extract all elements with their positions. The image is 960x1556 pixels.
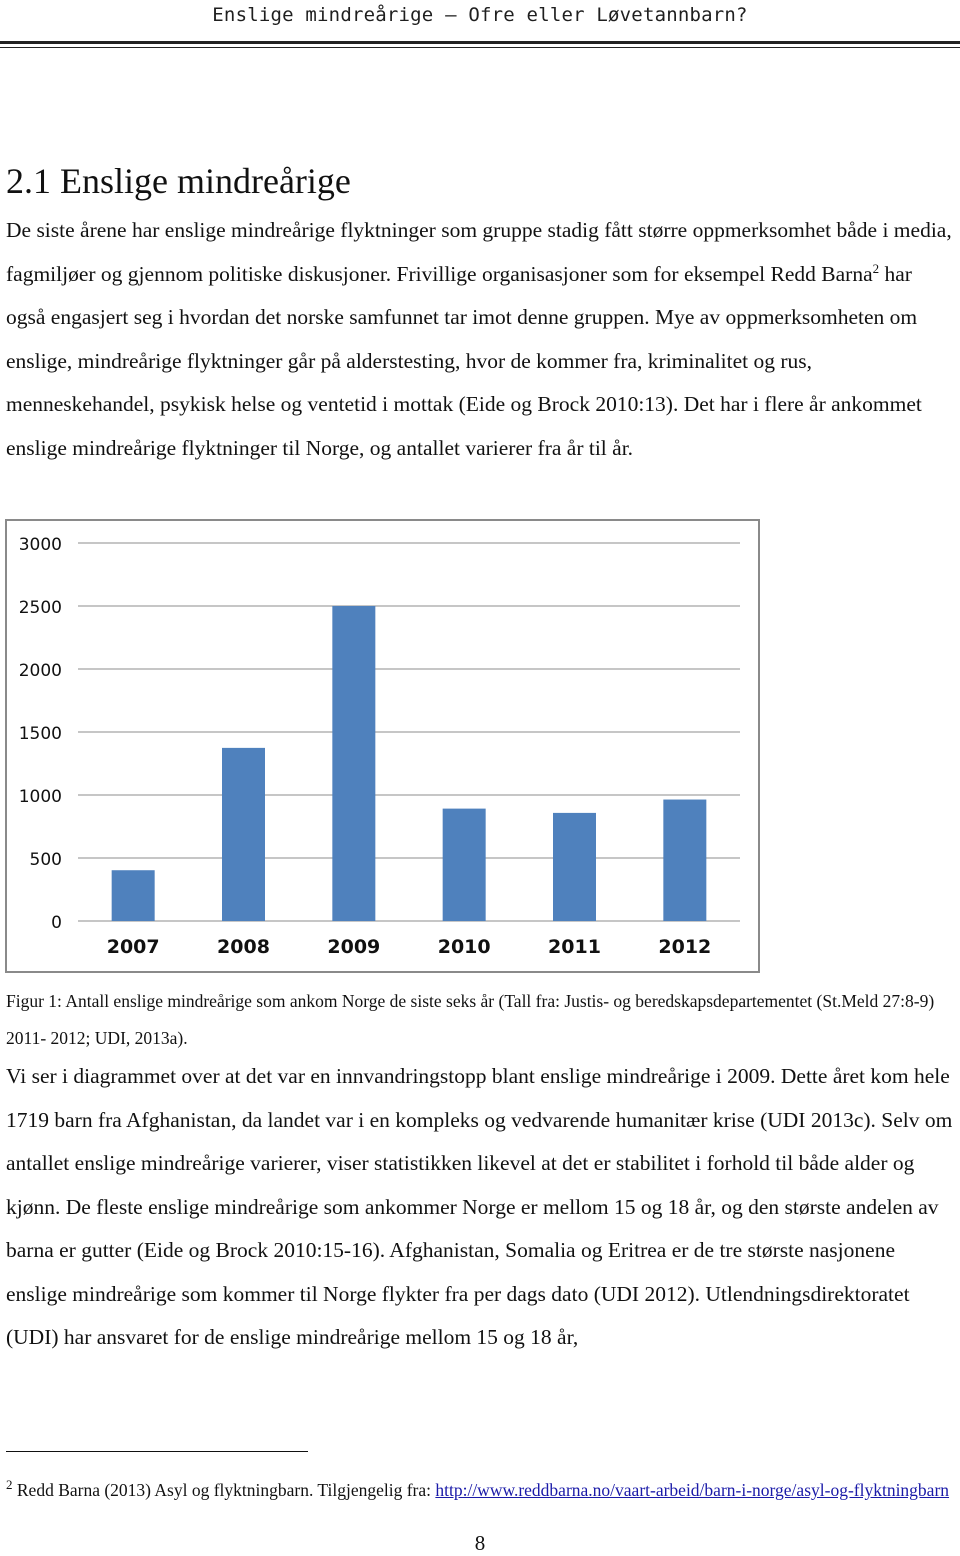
bar-2009 (332, 606, 375, 921)
footnote-separator (6, 1451, 308, 1452)
x-tick-label: 2012 (658, 936, 712, 958)
header-rule-thin (0, 47, 960, 48)
page-number: 8 (474, 1531, 486, 1555)
x-tick-label: 2007 (106, 936, 160, 958)
bar-2012 (663, 800, 706, 921)
x-tick-label: 2010 (437, 936, 491, 958)
analysis-paragraph: Vi ser i diagrammet over at det var en innvandringstopp blant enslige mindreårige i 2009. Dette året kom hele 1719 barn fra Afghanistan, da landet var i en kompleks og vedvarende humanitær krise (UDI 2013c). Selv om antallet enslige mindreårige varierer, viser statistikken likevel at det er stabilitet i forhold til både alder og kjønn. De fleste enslige mindreårige som ankommer Norge er mellom 15 og 18 år, og den største andelen av barna er gutter (Eide og Brock 2010:15-16). Afghanistan, Somalia og Eritrea er de tre største nasjonene enslige mindreårige som kommer til Norge flykter fra per dags dato (UDI 2012). Utlendningsdirektoratet (UDI) har ansvaret for de enslige mindreårige mellom 15 og 18 år, (6, 1064, 953, 1349)
bar-chart-svg (7, 521, 758, 971)
footnote-link[interactable]: http://www.reddbarna.no/vaart-arbeid/barn-i-norge/asyl-og-flyktningbarn (435, 1480, 950, 1500)
y-tick-label: 500 (29, 850, 62, 870)
footnote-reference[interactable]: 2 (872, 260, 880, 276)
intro-paragraph (6, 209, 956, 470)
x-tick-label: 2009 (327, 936, 381, 958)
bar-2007 (112, 870, 155, 921)
bar-2010 (443, 809, 486, 921)
bar-2011 (553, 813, 596, 921)
y-tick-label: 0 (51, 913, 62, 933)
y-tick-label: 3000 (18, 535, 62, 555)
bar-chart (5, 519, 760, 973)
y-tick-label: 1500 (18, 724, 62, 744)
x-tick-label: 2008 (217, 936, 270, 958)
footnote-text: Redd Barna (2013) Asyl og flyktningbarn. Tilgjengelig fra: (12, 1480, 436, 1500)
footnote (6, 1478, 956, 1503)
header-rule (0, 41, 960, 44)
y-tick-label: 1000 (18, 787, 62, 807)
figure-caption: Figur 1: Antall enslige mindreårige som ankom Norge de siste seks år (Tall fra: Justis- og beredskapsdepartementet (St.Meld 27:8-9) 2011- 2012; UDI, 2013a). (6, 991, 935, 1048)
intro-text-part-1: De siste årene har enslige mindreårige flyktninger som gruppe stadig fått større oppmerksomhet både i media, fagmiljøer og gjennom politiske diskusjoner. Frivillige organisasjoner som for eksempel Redd Barna (6, 218, 952, 286)
y-tick-label: 2500 (18, 598, 62, 618)
x-tick-label: 2011 (548, 936, 601, 958)
y-tick-label: 2000 (18, 661, 62, 681)
intro-text-part-2: har også engasjert seg i hvordan det norske samfunnet tar imot denne gruppen. Mye av oppmerksomheten om enslige, mindreårige flyktninger går på alderstesting, hvor de kommer fra, kriminalitet og rus, menneskehandel, psykisk helse og ventetid i mottak (Eide og Brock 2010:13). Det har i flere år ankommet enslige mindreårige flyktninger til Norge, og antallet varierer fra år til år. (6, 261, 922, 460)
footnote-number: 2 (6, 1477, 13, 1493)
section-heading: 2.1 Enslige mindreårige (6, 161, 351, 201)
bar-2008 (222, 748, 265, 921)
running-header: Enslige mindreårige – Ofre eller Løvetannbarn? (212, 4, 748, 26)
